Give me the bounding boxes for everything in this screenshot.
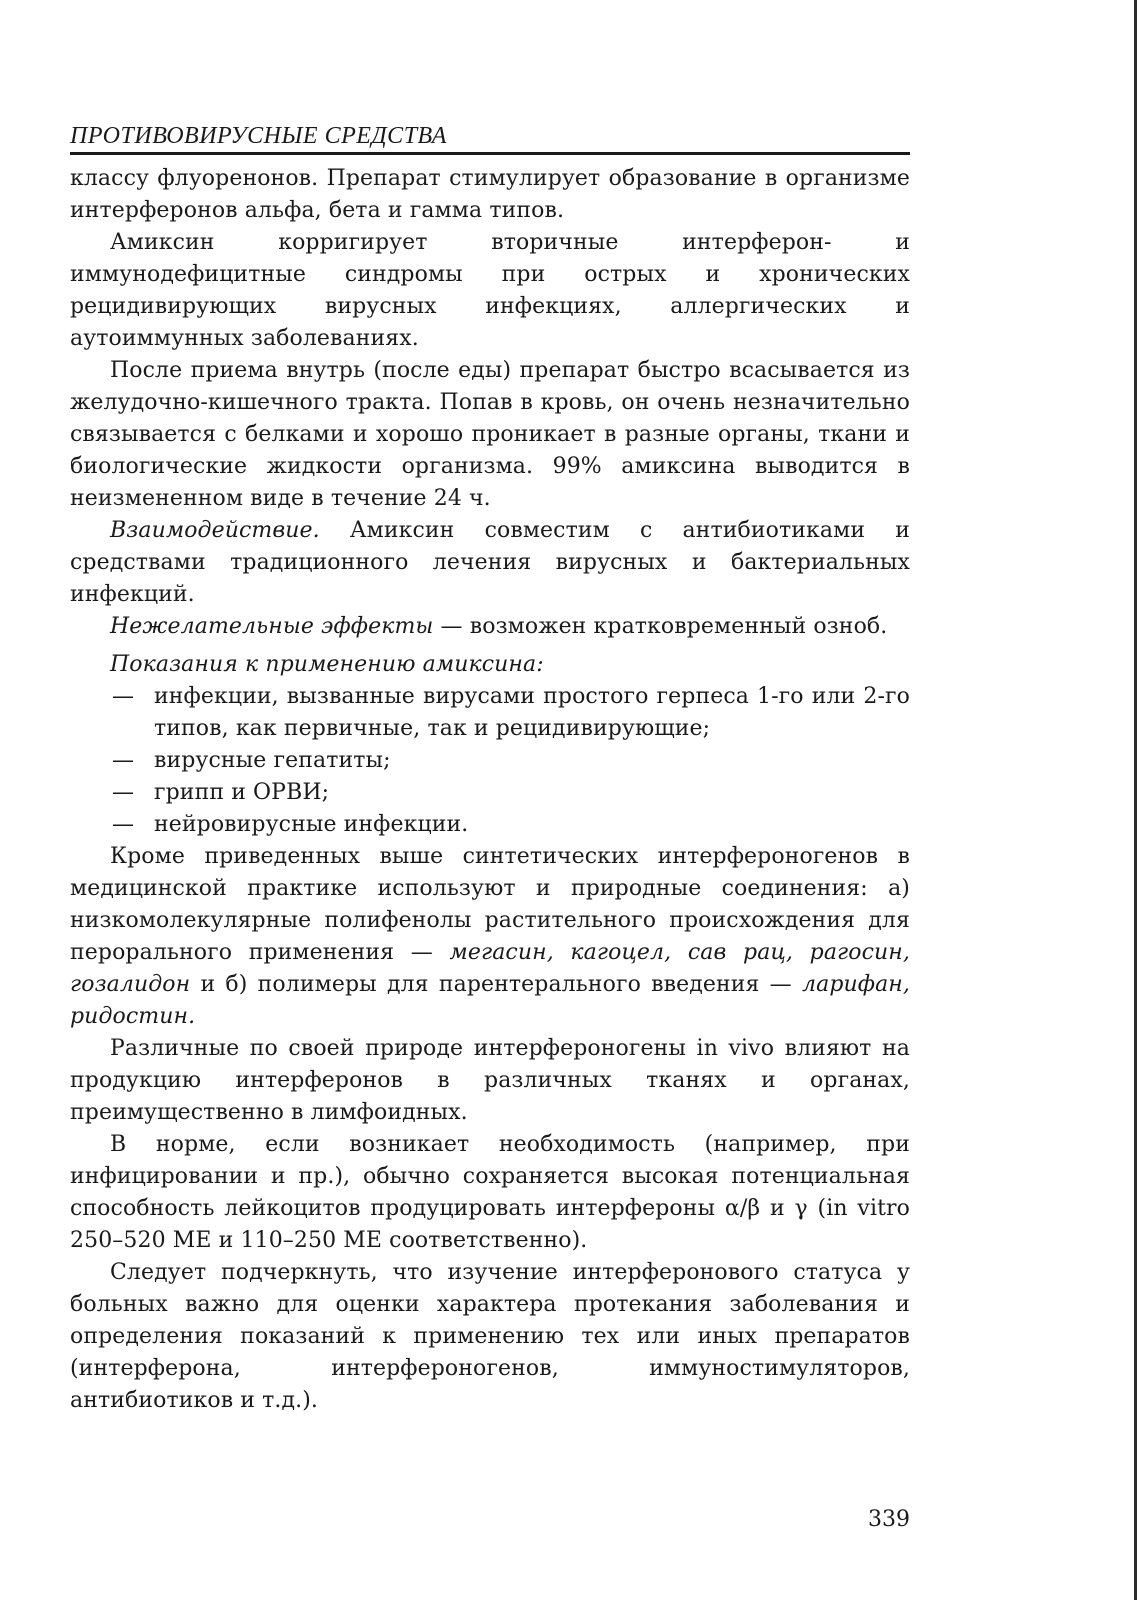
paragraph-2: Амиксин корригирует вторичные интерферон- и иммунодефицитные синдромы при острых и хронических рецидивирующих вирусных инфекциях, аллергических и аутоиммунных заболеваниях. — [70, 230, 910, 351]
paragraph-1: классу флуоренонов. Препарат стимулирует образование в организме интерферонов альфа, бета и гамма типов. — [70, 166, 910, 223]
running-head: ПРОТИВОВИРУСНЫЕ СРЕДСТВА — [70, 122, 910, 155]
paragraph-interaction — [70, 515, 910, 611]
paragraph-9: Следует подчеркнуть, что изучение интерферонового статуса у больных важно для оценки характера протекания заболевания и определения показаний к применению тех или иных препаратов (интерферона, интерфероногенов, иммуностимуляторов, антибиотиков и т.д.). — [70, 1260, 910, 1413]
side-effects-text: — возможен кратковременный озноб. — [433, 614, 888, 639]
indications-heading-text: Показания к применению амиксина: — [110, 652, 544, 677]
list-dash: — — [112, 780, 135, 805]
indications-heading — [70, 649, 910, 681]
list-item — [70, 809, 910, 841]
list-dash: — — [112, 684, 135, 709]
paragraph-8: В норме, если возникает необходимость (например, при инфицировании и пр.), обычно сохраняется высокая потенциальная способность лейкоцитов продуцировать интерфероны α/β и γ (in vitro 250–520 МЕ и 110–250 МЕ соответственно). — [70, 1132, 910, 1253]
list-item — [70, 745, 910, 777]
list-item-text: вирусные гепатиты; — [154, 748, 391, 773]
natural-compounds-drugs-2: ларифан, ридостин. — [70, 972, 910, 1029]
list-item — [70, 681, 910, 745]
natural-compounds-text-1: Кроме приведенных выше синтетических интерфероногенов в медицинской практике используют и природные соединения: а) низкомолекулярные полифенолы растительного происхождения для перорального применения — — [70, 844, 910, 965]
page-number: 339 — [868, 1507, 910, 1532]
page-edge-line — [1134, 0, 1137, 1600]
natural-compounds-drugs-1: мегасин, кагоцел, сав рац, рагосин, гозалидон — [70, 940, 910, 997]
list-item-text: нейровирусные инфекции. — [154, 812, 469, 837]
paragraph-7: Различные по своей природе интерфероногены in vivo влияют на продукцию интерферонов в различных тканях и органах, преимущественно в лимфоидных. — [70, 1036, 910, 1125]
paragraph-natural-compounds — [70, 841, 910, 1033]
list-item — [70, 777, 910, 809]
list-item-text: инфекции, вызванные вирусами простого герпеса 1-го или 2-го типов, как первичные, так и рецидивирующие; — [154, 684, 910, 741]
list-dash: — — [112, 748, 135, 773]
indications-list — [70, 681, 910, 841]
natural-compounds-text-2: и б) полимеры для парентерального введения — — [190, 972, 802, 997]
body-text — [70, 163, 910, 1417]
paragraph-side-effects — [70, 611, 910, 643]
interaction-text: Амиксин совместим с антибиотиками и средствами традиционного лечения вирусных и бактериальных инфекций. — [70, 518, 910, 607]
page-content — [70, 122, 910, 1417]
side-effects-heading: Нежелательные эффекты — [110, 614, 434, 639]
interaction-heading: Взаимодействие. — [110, 518, 320, 543]
list-dash: — — [112, 812, 135, 837]
list-item-text: грипп и ОРВИ; — [154, 780, 330, 805]
paragraph-3: После приема внутрь (после еды) препарат быстро всасывается из желудочно-кишечного тракта. Попав в кровь, он очень незначительно связывается с белками и хорошо проникает в разные органы, ткани и биологические жидкости организма. 99% амиксина выводится в неизмененном виде в течение 24 ч. — [70, 358, 910, 511]
